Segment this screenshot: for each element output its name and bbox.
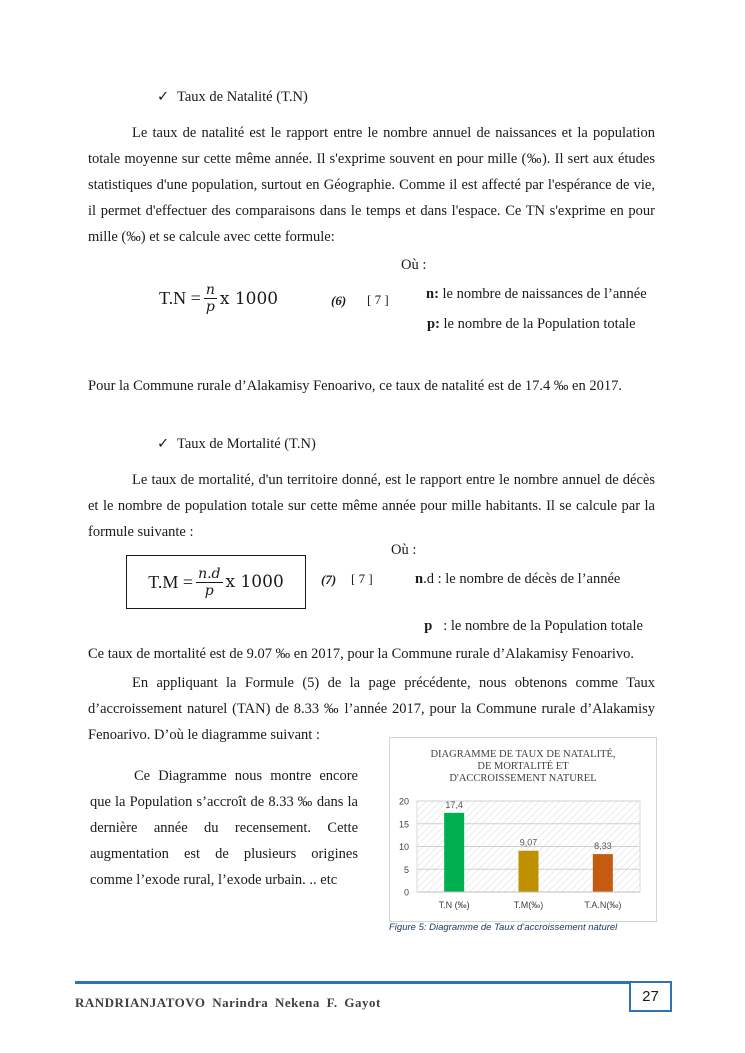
chart-x-tick-label: T.N (‰) [438,900,470,910]
mortalite-heading [157,436,316,453]
chart-data-label: 8,33 [594,841,612,852]
mortalite-formula [126,555,306,609]
chart-data-label: 17,4 [445,799,463,810]
mortalite-result: Ce taux de mortalité est de 9.07 ‰ en 2017, pour la Commune rurale d’Alakamisy Fenoarivo. [88,646,635,662]
natalite-formula-denominator: p [205,299,215,315]
mortalite-def-p-text: : le nombre de la Population totale [432,618,643,634]
natalite-formula-lhs: T.N = [159,288,201,308]
natalite-ou: Où : [401,257,427,273]
natalite-reference: [ 7 ] [367,292,389,307]
natalite-result: Pour la Commune rurale d’Alakamisy Fenoarivo, ce taux de natalité est de 17.4 ‰ en 2017. [88,378,622,394]
chart-container [389,737,657,922]
chart-title-line: DE MORTALITÉ ET [477,761,569,772]
chart-y-tick-label: 20 [398,796,409,807]
figure-caption: Figure 5: Diagramme de Taux d’accroissement naturel [389,922,618,933]
chart-y-tick-label: 10 [398,842,409,852]
chart-y-tick-label: 5 [403,864,409,875]
natalite-heading-text: Taux de Natalité (T.N) [177,89,308,105]
tan-paragraph: En appliquant la Formule (5) de la page précédente, nous obtenons comme Taux d’accroissement naturel (TAN) de 8.33 ‰ l’année 2017, pour la Commune rurale d’Alakamisy Fenoarivo. D’où le diagramme suivant : [88,675,655,743]
chart-x-tick-label: T.A.N(‰) [584,900,622,910]
mortalite-formula-denominator: p [204,582,214,599]
diagram-commentary: Ce Diagramme nous montre encore que la Population s’accroît de 8.33 ‰ dans la dernière année du recensement. Cette augmentation est de plusieurs origines comme l’exode rural, l’exode urbain. .. etc [90,768,358,888]
checkmark-icon: ✓ [157,89,170,105]
mortalite-formula-fraction [196,566,222,599]
mortalite-formula-lhs: T.M = [148,571,194,592]
mortalite-formula-numerator: n.d [198,565,221,582]
natalite-def-p [427,316,636,333]
mortalite-heading-text: Taux de Mortalité (T.N) [177,436,316,452]
natalite-paragraph: Le taux de natalité est le rapport entre le nombre annuel de naissances et la population totale moyenne sur cette même année. Il s'exprime souvent en pour mille (‰). Il sert aux études statistiques d'une population, surtout en Géographie. Comme il est affecté par l'espérance de vie, il permet d'effectuer des comparaisons dans le temps et dans l'espace. Ce TN s'exprime en pour mille (‰) et se calcule avec cette formule: [88,125,655,245]
mortalite-reference: [ 7 ] [351,571,373,586]
natalite-def-n-text: le nombre de naissances de l’année [438,286,647,302]
mortalite-paragraph: Le taux de mortalité, d'un territoire donné, est le rapport entre le nombre annuel de décès et le nombre de population totale sur cette même année pour mille habitants. Il se calcule par la formule suivante : [88,472,655,540]
chart-x-tick-label: T.M(‰) [513,900,544,910]
chart-y-tick-label: 0 [403,887,409,898]
mortalite-formula-rhs: x 1000 [225,572,284,592]
checkmark-icon: ✓ [157,436,170,452]
mortalite-def-nd [415,571,620,588]
chart-y-tick-label: 15 [398,819,409,830]
chart-title-line: DIAGRAMME DE TAUX DE NATALITÉ, [430,749,616,760]
mortalite-def-p [417,601,643,635]
mortalite-def-nd-key: n [415,571,424,587]
natalite-def-p-key: p: [427,316,440,332]
natalite-def-p-text: le nombre de la Population totale [439,316,636,332]
natalite-def-n-key: n: [426,286,439,302]
natalite-def-n [426,286,647,303]
chart-bar [593,854,613,892]
footer-author: RANDRIANJATOVO Narindra Nekena F. Gayot [75,995,381,1010]
natalite-formula [159,282,278,315]
natalite-heading [157,89,308,106]
mortalite-ou: Où : [391,542,417,558]
mortalite-eq-number: (7) [321,572,337,587]
natalite-formula-rhs: x 1000 [219,288,279,309]
chart-title-line: D'ACCROISSEMENT NATUREL [449,773,597,784]
natalite-eq-number: (6) [331,293,347,308]
natalite-formula-numerator: n [205,282,215,298]
bar-chart [390,738,656,921]
mortalite-def-p-key: p [424,618,433,634]
footer-rule [75,981,629,984]
mortalite-def-nd-text: .d : le nombre de décès de l’année [423,571,621,587]
page-number: 27 [629,981,672,1012]
chart-data-label: 9,07 [519,837,538,848]
chart-bar [444,813,464,892]
natalite-formula-fraction [204,282,217,315]
chart-bar [519,851,539,892]
